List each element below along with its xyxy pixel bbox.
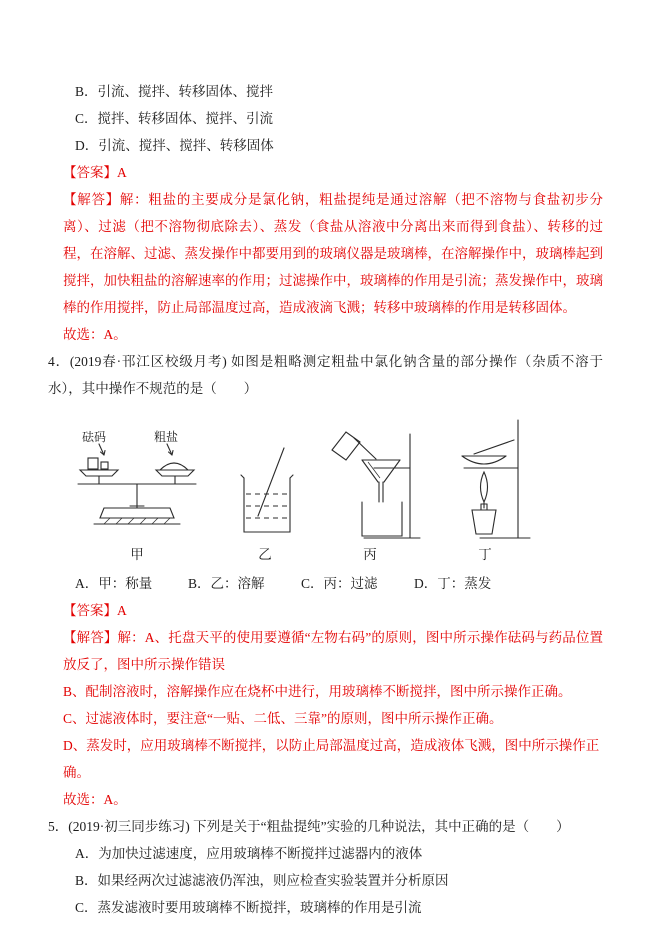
figure-block-yi xyxy=(228,428,302,566)
q4-analysis-c: C、过滤液体时，要注意“一贴、二低、三靠”的原则，图中所示操作正确。 xyxy=(63,711,503,726)
q4-options-row xyxy=(75,570,603,597)
q4-analysis-b: B、配制溶液时，溶解操作应在烧杯中进行，用玻璃棒不断搅拌，图中所示操作正确。 xyxy=(63,684,572,699)
q4-analysis-d: D、蒸发时，应用玻璃棒不断搅拌，以防止局部温度过高，造成液体飞溅，图中所示操作正确。 xyxy=(63,738,600,780)
figure-experiment-operations xyxy=(62,410,603,566)
evaporation-diagram xyxy=(438,410,532,544)
weights-label: 砝码 xyxy=(82,430,107,444)
beaker-dissolving-diagram xyxy=(228,428,302,544)
q4-conclusion-text: 故选：A。 xyxy=(63,792,127,807)
q5-stem: 5．(2019·初三同步练习) 下列是关于“粗盐提纯”实验的几种说法，其中正确的是（ ） xyxy=(48,819,570,834)
figure-caption-jia: 甲 xyxy=(130,547,144,562)
figure-block-jia xyxy=(62,428,212,566)
q4-option-b: B．乙：溶解 xyxy=(188,576,265,591)
figure-block-bing xyxy=(318,422,422,566)
q4-analysis-a: 【解答】解：A、托盘天平的使用要遵循“左物右码”的原则，图中所示操作砝码与药品位置放反了，图中所示操作错误 xyxy=(63,630,603,672)
filtration-diagram xyxy=(318,422,422,544)
q4-option-a: A．甲：称量 xyxy=(75,576,153,591)
salt-label: 粗盐 xyxy=(154,430,179,444)
figure-caption-ding: 丁 xyxy=(478,547,492,562)
balance-diagram xyxy=(62,428,212,544)
q5-option-b: B．如果经两次过滤滤液仍浑浊，则应检查实验装置并分析原因 xyxy=(75,873,449,888)
q3-conclusion-text: 故选：A。 xyxy=(63,327,127,342)
q5-option-a: A．为加快过滤速度，应用玻璃棒不断搅拌过滤器内的液体 xyxy=(75,846,423,861)
figure-block-ding xyxy=(438,410,532,566)
q4-option-d: D．丁：蒸发 xyxy=(414,576,492,591)
q3-option-d: D．引流、搅拌、搅拌、转移固体 xyxy=(75,138,274,153)
q3-analysis-text: 【解答】解：粗盐的主要成分是氯化钠，粗盐提纯是通过溶解（把不溶物与食盐初步分离）、过滤（把不溶物彻底除去）、蒸发（食盐从溶液中分离出来而得到食盐）、转移的过程，在溶解、过滤、蒸发操作中都要用到的玻璃仪器是玻璃棒，在溶解操作中，玻璃棒起到搅拌，加快粗盐的溶解速率的作用；过滤操作中，玻璃棒的作用是引流；蒸发操作中，玻璃棒的作用搅拌，防止局部温度过高，造成液滴飞溅；转移中玻璃棒的作用是转移固体。 xyxy=(63,192,603,315)
q5-option-c: C．蒸发滤液时要用玻璃棒不断搅拌，玻璃棒的作用是引流 xyxy=(75,900,422,915)
q3-option-c: C．搅拌、转移固体、搅拌、引流 xyxy=(75,111,274,126)
figure-caption-bing: 丙 xyxy=(363,547,377,562)
q3-answer-label: 【答案】A xyxy=(63,165,127,180)
q4-option-c: C．丙：过滤 xyxy=(301,576,378,591)
figure-caption-yi: 乙 xyxy=(258,547,272,562)
q3-option-b: B．引流、搅拌、转移固体、搅拌 xyxy=(75,84,274,99)
q4-answer-label: 【答案】A xyxy=(63,603,127,618)
q4-stem: 4．(2019春·邗江区校级月考) 如图是粗略测定粗盐中氯化钠含量的部分操作（杂质不溶于水），其中操作不规范的是（ ） xyxy=(48,354,603,396)
